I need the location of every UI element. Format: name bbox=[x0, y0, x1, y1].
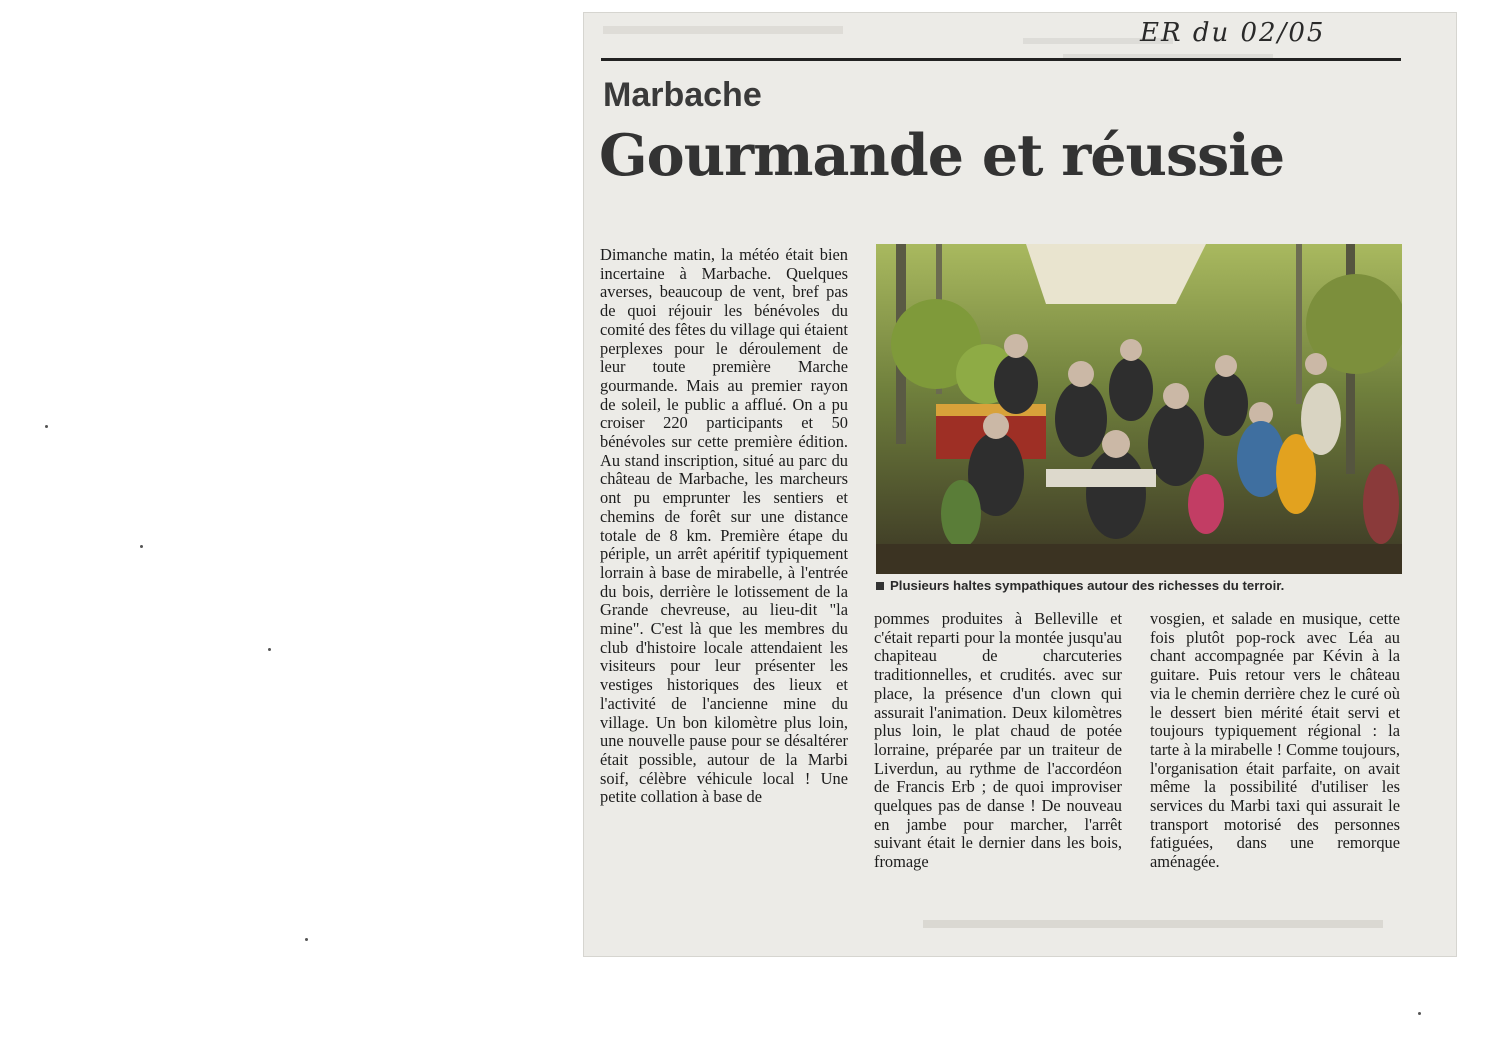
caption-bullet-icon bbox=[876, 582, 884, 590]
article-kicker: Marbache bbox=[603, 76, 762, 114]
article-column-2: pommes produites à Belleville et c'était reparti pour la montée jusqu'au chapiteau de charcuteries traditionnelles, et crudités. avec sur place, la présence d'un clown qui assurait l'animation. Deux kilomètres plus loin, le plat chaud de potée lorraine, préparée par un traiteur de Liverdun, au rythme de l'accordéon de Francis Erb ; de quoi improviser quelques pas de danse ! De nouveau en jambe pour marcher, l'arrêt suivant était le dernier dans les bois, fromage bbox=[874, 609, 1122, 872]
header-rule bbox=[601, 58, 1401, 61]
scan-speck bbox=[140, 545, 143, 548]
scan-speck bbox=[45, 425, 48, 428]
article-photo bbox=[876, 244, 1402, 574]
scan-speck bbox=[1418, 1012, 1421, 1015]
scan-speck bbox=[268, 648, 271, 651]
scan-speck bbox=[305, 938, 308, 941]
article-headline: Gourmande et réussie bbox=[599, 122, 1285, 189]
bleed-through-block bbox=[923, 920, 1383, 928]
bleed-through-block bbox=[603, 26, 843, 34]
newspaper-clipping bbox=[583, 12, 1457, 957]
handwritten-note: ER du 02/05 bbox=[1140, 18, 1326, 48]
article-column-1: Dimanche matin, la météo était bien incertaine à Marbache. Quelques averses, beaucoup de vent, bref pas de quoi réjouir les bénévoles du comité des fêtes du village qui étaient perplexes pour le déroulement de leur toute première Marche gourmande. Mais au premier rayon de soleil, le public a afflué. On a pu croiser 220 participants et 50 bénévoles sur cette première édition. Au stand inscription, situé au parc du château de Marbache, les marcheurs ont pu emprunter les sentiers et chemins de forêt sur une distance totale de 8 km. Première étape du périple, un arrêt apéritif typiquement lorrain à base de mirabelle, à l'entrée du bois, derrière le lotissement de la Grande chevreuse, au lieu-dit "la mine". C'est là que les membres du club d'histoire locale attendaient les visiteurs pour leur présenter les vestiges historiques des lieux et l'activité de l'ancienne mine du village. Un bon kilomètre plus loin, une nouvelle pause pour se désaltérer était possible, autour de la Marbi soif, célèbre véhicule local ! Une petite collation à base de bbox=[600, 245, 848, 807]
article-column-3: vosgien, et salade en musique, cette fois plutôt pop-rock avec Léa au chant accompagnée par Kévin à la guitare. Puis retour vers le château via le chemin derrière chez le curé où le dessert bien mérité était servi et toujours typiquement régional : la tarte à la mirabelle ! Comme toujours, l'organisation était parfaite, on avait même la possibilité d'utiliser les services du Marbi taxi qui assurait le transport motorisé des personnes fatiguées, dans une remorque aménagée. bbox=[1150, 609, 1400, 872]
photo-caption bbox=[876, 578, 1406, 593]
photo-caption-text: Plusieurs haltes sympathiques autour des richesses du terroir. bbox=[890, 578, 1285, 593]
